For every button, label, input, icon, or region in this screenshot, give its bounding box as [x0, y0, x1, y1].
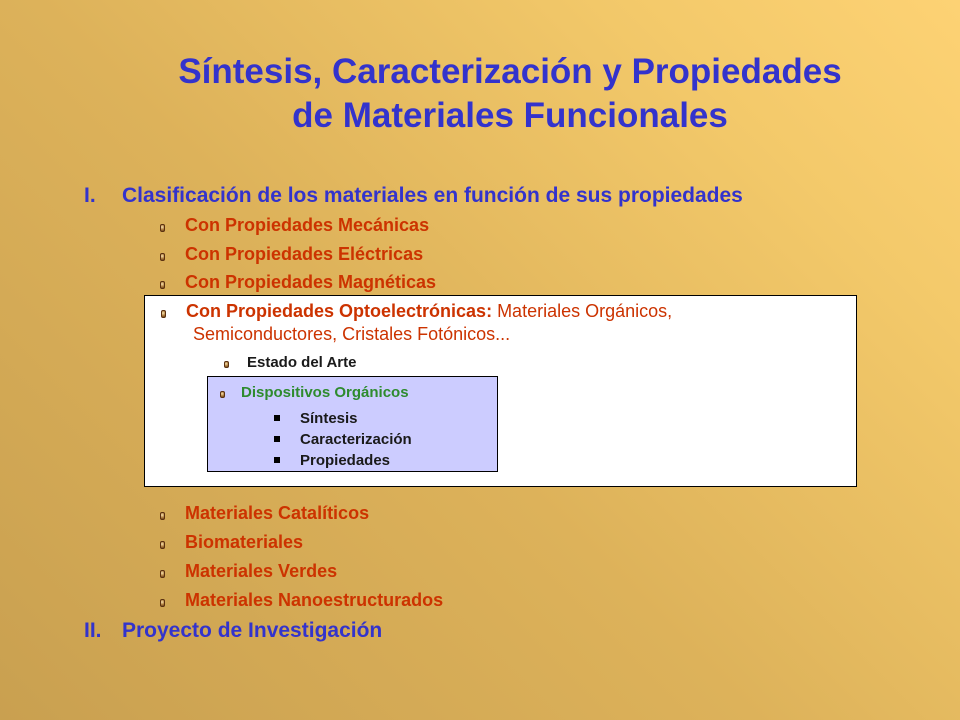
section-1-label: Clasificación de los materiales en función de sus propiedades: [122, 184, 743, 207]
list-item-mecanicas: [160, 214, 429, 236]
sub-item-label: Propiedades: [300, 452, 391, 469]
square-bullet-icon: [274, 436, 280, 442]
section-2-label: Proyecto de Investigación: [122, 619, 383, 642]
list-item-label: Materiales Catalíticos: [185, 503, 370, 523]
estado-del-arte-item: [224, 354, 356, 372]
bullet-icon: [160, 570, 165, 578]
list-item-verdes: [160, 560, 337, 582]
dispositivos-box: [207, 376, 498, 472]
section-1-heading: [84, 183, 743, 209]
bullet-icon: [224, 361, 229, 368]
optoelectronic-label: Con Propiedades Optoelectrónicas:: [186, 301, 493, 321]
title-line-2: de Materiales Funcionales: [292, 96, 728, 135]
sub-item-sintesis: [274, 410, 358, 428]
title-line-1: Síntesis, Caracterización y Propiedades: [178, 52, 842, 91]
list-item-label: Con Propiedades Eléctricas: [185, 244, 424, 264]
sub-item-propiedades: [274, 452, 390, 470]
bullet-icon: [160, 541, 165, 549]
optoelectronic-box: [144, 295, 857, 487]
list-item-biomateriales: [160, 531, 303, 553]
bullet-icon: [220, 391, 225, 398]
sub-item-label: Síntesis: [300, 410, 358, 427]
bullet-icon: [160, 224, 165, 232]
list-item-label: Materiales Nanoestructurados: [185, 590, 444, 610]
bullet-icon: [161, 310, 166, 318]
bullet-icon: [160, 599, 165, 607]
section-1-number: I.: [84, 184, 96, 207]
dispositivos-heading: [220, 384, 409, 402]
list-item-electricas: [160, 243, 423, 265]
optoelectronic-detail-2: Semiconductores, Cristales Fotónicos...: [193, 324, 511, 344]
optoelectronic-heading: [161, 300, 851, 346]
bullet-icon: [160, 281, 165, 289]
dispositivos-label: Dispositivos Orgánicos: [241, 384, 409, 401]
list-item-label: Con Propiedades Magnéticas: [185, 272, 437, 292]
bullet-icon: [160, 253, 165, 261]
square-bullet-icon: [274, 457, 280, 463]
sub-item-label: Caracterización: [300, 431, 412, 448]
list-item-label: Materiales Verdes: [185, 561, 338, 581]
estado-del-arte-label: Estado del Arte: [247, 354, 357, 371]
list-item-label: Con Propiedades Mecánicas: [185, 215, 430, 235]
list-item-magneticas: [160, 271, 436, 293]
section-2-heading: [84, 618, 382, 644]
optoelectronic-detail-1: Materiales Orgánicos,: [492, 301, 673, 321]
sub-item-caracterizacion: [274, 431, 412, 449]
section-2-number: II.: [84, 619, 102, 642]
list-item-cataliticos: [160, 502, 369, 524]
square-bullet-icon: [274, 415, 280, 421]
list-item-label: Biomateriales: [185, 532, 304, 552]
list-item-nanoestructurados: [160, 589, 443, 611]
slide-title: [60, 50, 960, 138]
bullet-icon: [160, 512, 165, 520]
